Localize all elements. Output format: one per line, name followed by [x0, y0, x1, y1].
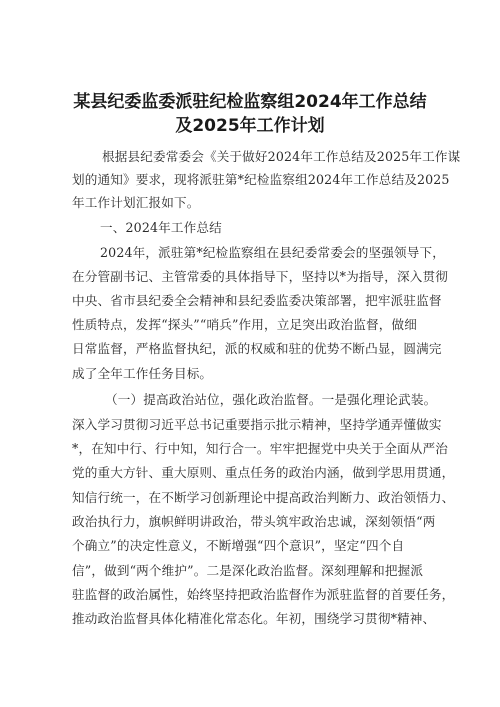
section1-line-1: 2024年，派驻第*纪检监察组在县纪委常委会的坚强领导下，: [100, 245, 445, 260]
subsection1-line-10: 推动政治监督具体化精准化常态化。年初，围绕学习贯彻*精神、: [72, 611, 436, 626]
subsection1-line-4: 党的重大方针、重大原则、重点任务的政治内涵，做到学思用贯通，: [72, 465, 455, 480]
section1-line-6: 成了全年工作任务目标。: [72, 366, 213, 381]
subsection1-line-3: *，在知中行、行中知，知行合一。牢牢把握党中央关于全面从严治: [72, 441, 449, 456]
section1-line-5: 日常监督，严格监督执纪，派的权威和驻的优势不断凸显，圆满完: [72, 341, 442, 356]
subsection1-line-2: 深入学习贯彻习近平总书记重要指示批示精神，坚持学通弄懂做实: [72, 417, 442, 432]
subsection1-line-9: 驻监督的政治属性，始终坚持把政治监督作为派驻监督的首要任务，: [72, 587, 455, 602]
subsection1-line-5: 知信行统一，在不断学习创新理论中提高政治判断力、政治领悟力、: [72, 490, 455, 505]
subsection1-line-7: 个确立”的决定性意义，不断增强“四个意识”，坚定“四个自: [72, 538, 405, 553]
intro-line-2: 划的通知》要求，现将派驻第*纪检监察组2024年工作总结及2025: [72, 172, 450, 187]
section1-line-2: 在分管副书记、主管常委的具体指导下，坚持以*为指导，深入贯彻: [72, 269, 449, 284]
document-title-line-2: 及2025年工作计划: [175, 116, 325, 136]
subsection1-line-1: （一）提高政治站位，强化政治监督。一是强化理论武装。: [105, 392, 437, 407]
section1-line-3: 中央、省市县纪委全会精神和县纪委监委决策部署，把牢派驻监督: [72, 293, 442, 308]
intro-line-1: 根据县纪委常委会《关于做好2024年工作总结及2025年工作谋: [102, 149, 461, 164]
section-heading-1: 一、2024年工作总结: [100, 220, 222, 235]
intro-line-3: 年工作计划汇报如下。: [72, 195, 200, 210]
section1-line-4: 性质特点，发挥“探头”“哨兵”作用，立足突出政治监督，做细: [72, 317, 417, 332]
document-title-line-1: 某县纪委监委派驻纪检监察组2024年工作总结: [73, 92, 427, 112]
subsection1-line-8: 信”，做到“两个维护”。二是深化政治监督。深刻理解和把握派: [72, 563, 424, 578]
subsection1-line-6: 政治执行力，旗帜鲜明讲政治，带头筑牢政治忠诚，深刻领悟“两: [72, 514, 436, 529]
